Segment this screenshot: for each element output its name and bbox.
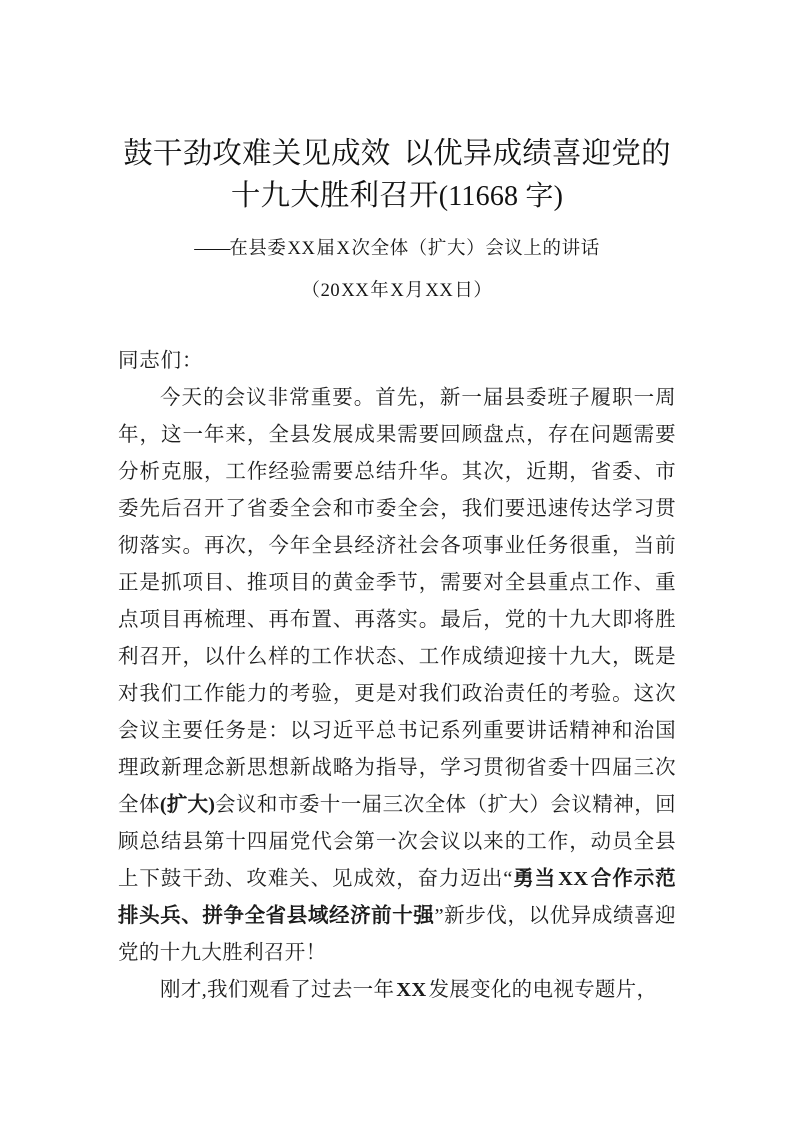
paragraph-1-quote-open: “ xyxy=(503,868,513,890)
subtitle-text-a: 在县委 xyxy=(229,239,287,259)
subtitle-session-number: XX xyxy=(287,239,316,259)
subtitle-date-year-label: 年 xyxy=(370,281,390,301)
subtitle-date-close: 日） xyxy=(454,281,493,301)
body-paragraph-1 xyxy=(118,380,676,972)
subtitle-em-dash: —— xyxy=(194,239,230,259)
salutation: 同志们： xyxy=(118,350,204,372)
paragraph-1-slogan-part-1: 勇当 xyxy=(512,868,557,890)
title-line-1-part-2: 以优异成绩喜迎党的 xyxy=(403,136,671,170)
subtitle-text-c: 次全体（扩大）会议上的讲话 xyxy=(351,239,600,259)
subtitle-date-year: XX xyxy=(341,281,370,301)
paragraph-1-slogan-part-2: 合作示范排头兵、拼争全省县域经济前十强 xyxy=(118,868,676,927)
subtitle-meeting-number: X xyxy=(336,239,351,259)
subtitle-occasion-line xyxy=(118,231,676,267)
paragraph-1-parenthetical: (扩大) xyxy=(159,794,215,816)
subtitle-date-line xyxy=(118,267,676,309)
subtitle-date-month: X xyxy=(390,281,405,301)
body-paragraph-2 xyxy=(118,972,676,1009)
paragraph-1-slogan-placeholder: XX xyxy=(558,868,589,890)
paragraph-1-quote-close: ” xyxy=(434,905,444,927)
title-line-1-part-1: 鼓干劲攻难关见成效 xyxy=(123,136,391,170)
paragraph-1-segment-4: 新步伐，以优异成绩喜迎党的十九大胜利召开！ xyxy=(118,905,676,964)
paragraph-1-segment-1: 今天的会议非常重要。首先，新一届县委班子履职一周年，这一年来，全县发展成果需要回顾盘点，存在问题需要分析克服，工作经验需要总结升华。其次，近期，省委、市委先后召开了省委全会和市委全会，我们要迅速传达学习贯彻落实。再次，今年全县经济社会各项事业任务很重，当前正是抓项目、推项目的黄金季节，需要对全县重点工作、重点项目再梳理、再布置、再落实。最后，党的十九大即将胜利召开，以什么样的工作状态、工作成绩迎接十九大，既是对我们工作能力的考验，更是对我们政治责任的考验。这次会议主要任务是：以习近平总书记系列重要讲话精神和治国理政新理念新思想新战略为指导，学习贯彻省委十四届三次全体 xyxy=(118,387,676,816)
title-line-1 xyxy=(118,132,676,174)
subtitle-date-month-label: 月 xyxy=(405,281,425,301)
paragraph-2-segment-1: 刚才,我们观看了过去一年 xyxy=(160,979,395,1001)
subtitle-date-day: XX xyxy=(425,281,454,301)
document-content xyxy=(118,0,676,1009)
title-line-2 xyxy=(118,174,676,218)
paragraph-2-placeholder: XX xyxy=(396,979,427,1001)
subtitle-date-open: （20 xyxy=(301,281,341,301)
subtitle-text-b: 届 xyxy=(316,239,336,259)
paragraph-2-segment-2: 发展变化的电视专题片， xyxy=(428,979,658,1001)
document-body xyxy=(118,309,676,1009)
paragraph-1-segment-3: 会议和市委十一届三次全体（扩大）会议精神，回顾总结县第十四届党代会第一次会议以来的工作，动员全县上下鼓干劲、攻难关、见成效，奋力迈出 xyxy=(118,794,676,890)
document-title xyxy=(118,0,676,218)
title-word-count: (11668 字) xyxy=(438,181,564,212)
document-subtitle xyxy=(118,218,676,309)
title-line-2-text: 十九大胜利召开 xyxy=(230,178,439,212)
